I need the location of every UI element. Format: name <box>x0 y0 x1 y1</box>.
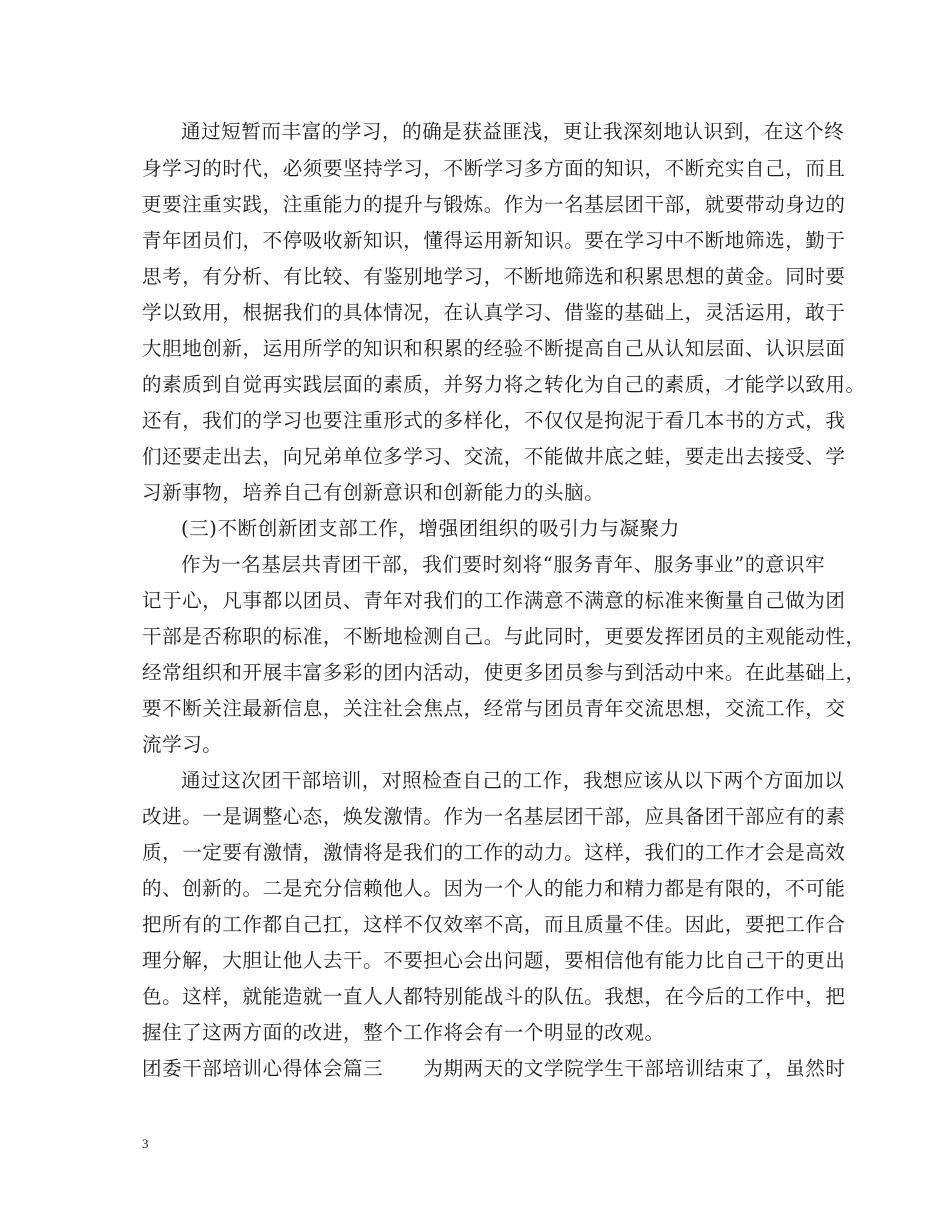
paragraph-line: 习新事物，培养自己有创新意识和创新能力的头脑。 <box>142 481 605 504</box>
paragraph-line: 思考，有分析、有比较、有鉴别地学习，不断地筛选和积累思想的黄金。同时要 <box>142 265 846 288</box>
page-number: 3 <box>142 1136 149 1151</box>
paragraph-line: 更要注重实践，注重能力的提升与锻炼。作为一名基层团干部，就要带动身边的 <box>142 193 846 216</box>
paragraph-line: 通过这次团干部培训，对照检查自己的工作，我想应该从以下两个方面加以 <box>181 769 845 792</box>
paragraph-line: 作为一名基层共青团干部，我们要时刻将“服务青年、服务事业”的意识牢 <box>181 553 826 576</box>
paragraph-line: 要不断关注最新信息，关注社会焦点，经常与团员青年交流思想，交流工作，交 <box>142 697 846 720</box>
paragraph-line: 大胆地创新，运用所学的知识和积累的经验不断提高自己从认知层面、认识层面 <box>142 337 846 360</box>
paragraph-line: 质，一定要有激情，激情将是我们的工作的动力。这样，我们的工作才会是高效 <box>142 841 846 864</box>
paragraph-line: 经常组织和开展丰富多彩的团内活动，使更多团员参与到活动中来。在此基础上， <box>142 661 866 684</box>
paragraph-line: 干部是否称职的标准，不断地检测自己。与此同时，更要发挥团员的主观能动性， <box>142 625 866 648</box>
paragraph-line: 流学习。 <box>142 733 223 756</box>
paragraph-line: 身学习的时代，必须要坚持学习，不断学习多方面的知识，不断充实自己，而且 <box>142 157 846 180</box>
section-heading: (三)不断创新团支部工作，增强团组织的吸引力与凝聚力 <box>181 517 680 540</box>
paragraph-line: 理分解，大胆让他人去干。不要担心会出问题，要相信他有能力比自己干的更出 <box>142 949 846 972</box>
paragraph-line: 的素质到自觉再实践层面的素质，并努力将之转化为自己的素质，才能学以致用。 <box>142 373 866 396</box>
paragraph-line: 还有，我们的学习也要注重形式的多样化，不仅仅是拘泥于看几本书的方式，我 <box>142 409 846 432</box>
paragraph-line: 把所有的工作都自己扛，这样不仅效率不高，而且质量不佳。因此，要把工作合 <box>142 913 846 936</box>
paragraph-line: 青年团员们，不停吸收新知识，懂得运用新知识。要在学习中不断地筛选，勤于 <box>142 229 846 252</box>
paragraph-line: 们还要走出去，向兄弟单位多学习、交流，不能做井底之蛙，要走出去接受、学 <box>142 445 846 468</box>
paragraph-line: 学以致用，根据我们的具体情况，在认真学习、借鉴的基础上，灵活运用，敢于 <box>142 301 846 324</box>
paragraph-line: 握住了这两方面的改进，整个工作将会有一个明显的改观。 <box>142 1021 665 1044</box>
paragraph-line: 的、创新的。二是充分信赖他人。因为一个人的能力和精力都是有限的，不可能 <box>142 877 846 900</box>
paragraph-line: 团委干部培训心得体会篇三 为期两天的文学院学生干部培训结束了，虽然时 <box>142 1057 846 1080</box>
paragraph-line: 通过短暂而丰富的学习，的确是获益匪浅，更让我深刻地认识到，在这个终 <box>181 120 845 143</box>
paragraph-line: 记于心，凡事都以团员、青年对我们的工作满意不满意的标准来衡量自己做为团 <box>142 589 846 612</box>
paragraph-line: 改进。一是调整心态，焕发激情。作为一名基层团干部，应具备团干部应有的素 <box>142 805 846 828</box>
paragraph-line: 色。这样，就能造就一直人人都特别能战斗的队伍。我想，在今后的工作中，把 <box>142 985 846 1008</box>
